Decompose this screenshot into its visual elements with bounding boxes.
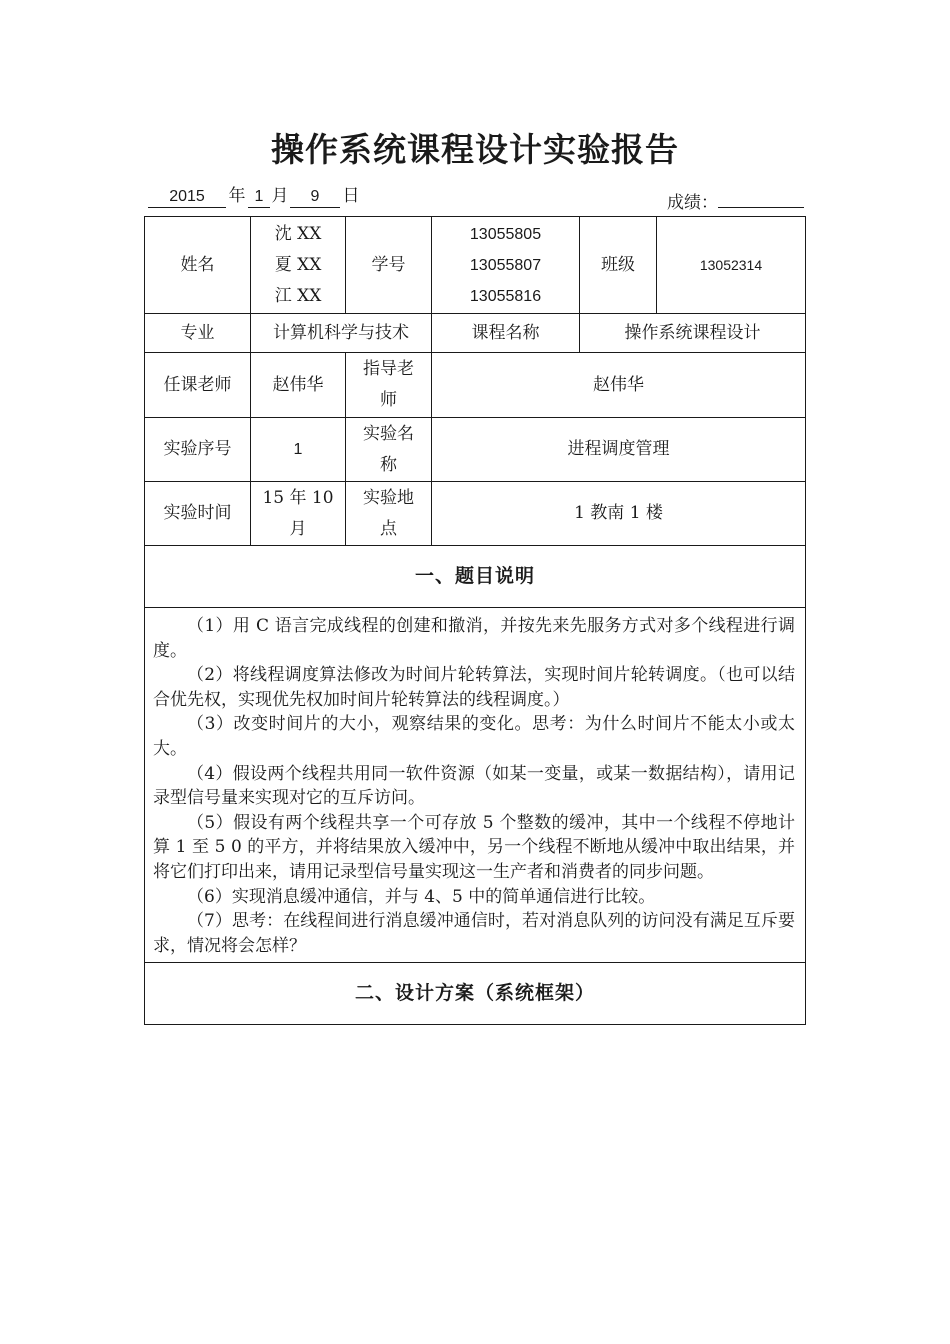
grade-value [718,186,804,208]
course-label: 课程名称 [432,314,580,353]
major-label: 专业 [145,314,251,353]
exp-no-label: 实验序号 [145,418,251,482]
exp-place-label-line: 实验地 [363,487,414,508]
exp-time-label: 实验时间 [145,482,251,546]
exp-no-value: 1 [251,418,346,482]
exp-time-value [251,482,346,546]
exp-name-value: 进程调度管理 [432,418,806,482]
id-label: 学号 [346,217,432,314]
exp-name-label [346,418,432,482]
student-id: 13055816 [469,287,542,305]
class-label: 班级 [580,217,657,314]
class-value: 13052314 [657,217,806,314]
table-row [145,418,806,482]
requirement-paragraph: （7）思考：在线程间进行消息缓冲通信时，若对消息队列的访问没有满足互斥要求，情况将会怎样？ [153,911,795,956]
exp-name-label-line: 称 [380,454,397,475]
table-row [145,217,806,314]
grade-label: 成绩： [667,193,718,213]
table-row [145,314,806,353]
advisor-value: 赵伟华 [432,353,806,418]
student-name: 沈 XX [274,223,322,244]
section2-heading: 二、设计方案（系统框架） [145,963,806,1025]
date-line [148,186,804,213]
advisor-label-line: 师 [380,390,397,410]
id-list [432,217,580,314]
requirement-paragraph: （2）将线程调度算法修改为时间片轮转算法，实现时间片轮转调度。（也可以结合优先权，实现优先权加时间片轮转算法的线程调度。） [153,665,795,710]
teacher-value: 赵伟华 [251,353,346,418]
table-row [145,482,806,546]
advisor-label [346,353,432,418]
day-label: 日 [342,186,360,206]
exp-name-label-line: 实验名 [363,423,414,444]
exp-place-label [346,482,432,546]
exp-time-line: 月 [289,518,307,539]
grade-field [667,186,804,214]
requirement-paragraph: （6）实现消息缓冲通信，并与 4、5 中的简单通信进行比较。 [187,886,656,907]
requirement-paragraph: （4）假设两个线程共用同一软件资源（如某一变量，或某一数据结构），请用记录型信号量来实现对它的互斥访问。 [153,763,795,809]
name-label: 姓名 [145,217,251,314]
report-title: 操作系统课程设计实验报告 [271,130,679,169]
section1-content [145,608,806,963]
section1-heading: 一、题目说明 [145,546,806,608]
month-label: 月 [271,186,289,206]
student-id: 13055805 [469,225,542,243]
exp-place-value: 1 教南 1 楼 [432,482,806,546]
requirement-paragraph: （5）假设有两个线程共享一个可存放 5 个整数的缓冲，其中一个线程不停地计算 1 至 5 0 的平方，并将结果放入缓冲中，另一个线程不断地从缓冲中取出结果，并将它们打印出来，请用记录型信号量实现这一生产者和消费者的同步问题。 [153,812,795,882]
info-table [144,216,806,1025]
exp-place-label-line: 点 [380,518,397,539]
advisor-label-line: 指导老 [363,359,414,379]
table-row [145,608,806,963]
table-row [145,353,806,418]
course-value: 操作系统课程设计 [580,314,806,353]
date-day: 9 [290,186,340,208]
year-label: 年 [228,186,246,206]
table-row [145,963,806,1025]
requirement-paragraph: （1）用 C 语言完成线程的创建和撤消，并按先来先服务方式对多个线程进行调度。 [153,616,795,661]
student-name: 江 XX [274,285,322,306]
requirement-paragraph: （3）改变时间片的大小，观察结果的变化。思考：为什么时间片不能太小或太大。 [153,714,795,759]
date-year: 2015 [148,186,226,208]
table-row [145,546,806,608]
student-id: 13055807 [469,256,542,274]
major-value: 计算机科学与技术 [251,314,432,353]
date-month: 1 [248,186,270,208]
exp-time-line: 15 年 10 [262,487,334,508]
name-list [251,217,346,314]
teacher-label: 任课老师 [145,353,251,418]
student-name: 夏 XX [274,254,322,275]
